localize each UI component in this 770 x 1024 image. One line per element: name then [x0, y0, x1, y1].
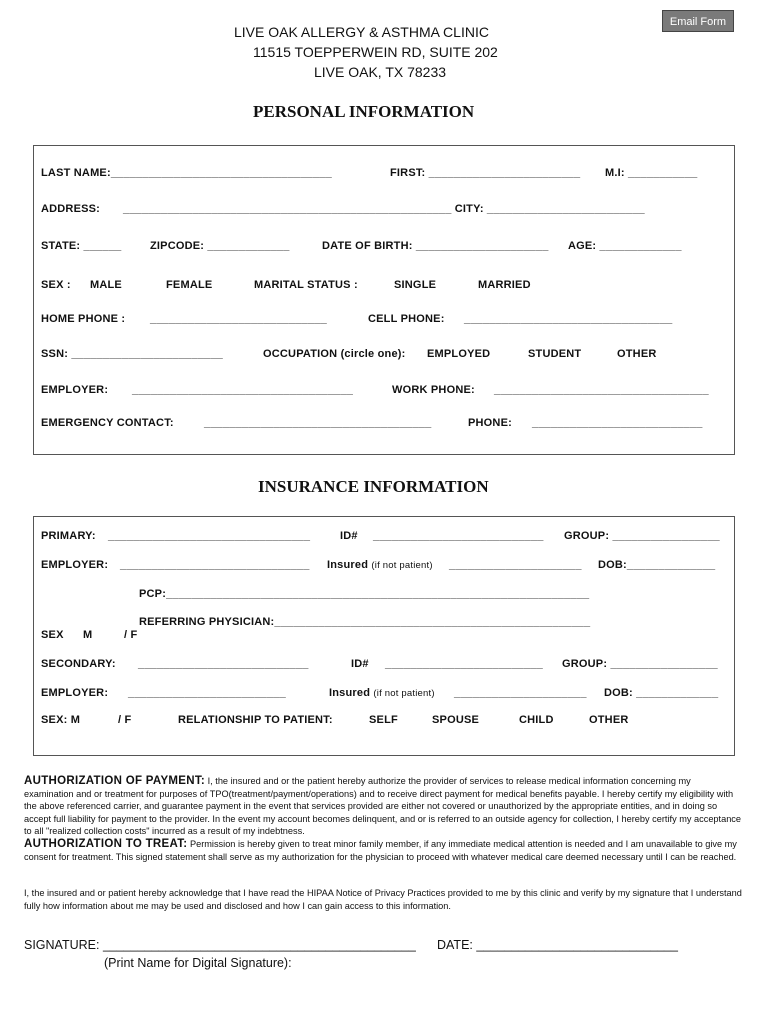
ssn-field[interactable]: SSN: ________________________: [41, 348, 223, 360]
sex-option-female[interactable]: FEMALE: [166, 279, 213, 291]
relationship-option-child[interactable]: CHILD: [519, 714, 554, 726]
primary-sex-option-f[interactable]: / F: [124, 629, 138, 641]
signature-field[interactable]: SIGNATURE: _____________________________________________: [24, 938, 416, 952]
secondary-insured-field[interactable]: _____________________: [454, 687, 587, 699]
secondary-employer-field[interactable]: _________________________: [128, 687, 286, 699]
authorization-to-treat: [24, 838, 742, 863]
primary-sex-label: SEX: [41, 629, 64, 641]
secondary-sex-label[interactable]: SEX: M: [41, 714, 81, 726]
relationship-option-other[interactable]: OTHER: [589, 714, 629, 726]
state-field[interactable]: STATE: ______: [41, 240, 122, 252]
address-label: ADDRESS:: [41, 203, 101, 215]
primary-sex-option-m[interactable]: M: [83, 629, 93, 641]
age-field[interactable]: AGE: _____________: [568, 240, 682, 252]
primary-id-label: ID#: [340, 530, 358, 542]
pcp-field[interactable]: PCP:___________________________________________________________________: [139, 588, 590, 600]
date-of-birth-field[interactable]: DATE OF BIRTH: _____________________: [322, 240, 549, 252]
home-phone-field[interactable]: ____________________________: [150, 313, 327, 325]
insured-text: Insured: [327, 559, 369, 571]
personal-info-box: [33, 145, 735, 455]
employer-field[interactable]: ___________________________________: [132, 384, 354, 396]
personal-info-title: PERSONAL INFORMATION: [253, 102, 475, 121]
marital-option-married[interactable]: MARRIED: [478, 279, 531, 291]
address-city-field[interactable]: ____________________________________________________ CITY: _________________________: [123, 203, 645, 215]
relationship-label: RELATIONSHIP TO PATIENT:: [178, 714, 333, 726]
primary-insured-field[interactable]: _____________________: [449, 559, 582, 571]
emergency-contact-field[interactable]: ____________________________________: [204, 417, 432, 429]
clinic-name: LIVE OAK ALLERGY & ASTHMA CLINIC: [234, 24, 489, 40]
marital-option-single[interactable]: SINGLE: [394, 279, 437, 291]
primary-employer-field[interactable]: ______________________________: [120, 559, 310, 571]
cell-phone-label: CELL PHONE:: [368, 313, 445, 325]
secondary-id-label: ID#: [351, 658, 369, 670]
referring-physician-field[interactable]: REFERRING PHYSICIAN:__________________________________________________: [139, 616, 591, 628]
secondary-insurance-label: SECONDARY:: [41, 658, 116, 670]
work-phone-label: WORK PHONE:: [392, 384, 475, 396]
relationship-option-spouse[interactable]: SPOUSE: [432, 714, 480, 726]
insured-text-2: Insured: [329, 687, 371, 699]
last-name-field[interactable]: LAST NAME:___________________________________: [41, 167, 332, 179]
occupation-option-other[interactable]: OTHER: [617, 348, 657, 360]
authorization-of-payment: [24, 775, 742, 838]
relationship-option-self[interactable]: SELF: [369, 714, 398, 726]
treat-heading: AUTHORIZATION TO TREAT:: [24, 838, 188, 850]
work-phone-field[interactable]: __________________________________: [494, 384, 709, 396]
primary-id-field[interactable]: ___________________________: [373, 530, 544, 542]
primary-group-field[interactable]: GROUP: _________________: [564, 530, 720, 542]
emergency-phone-label: PHONE:: [468, 417, 512, 429]
payment-text: I, the insured and or the patient hereby authorize the provider of services to release medical information concerning my examination and or treatment for purposes of TPO(treatment/payment/operations) and to receive direct payment for medical benefits payable. I hereby certify my eligibility with the above referenced carrier, and guarantee payment in the event that services provided are either not covered or unauthorized by the appropriate entities, and in doing so accept full liability for payment to the provider. In the event my account becomes delinquent, and or is referred to an outside agency for collection, I hereby certify my acceptance to all "realized collection costs" incurred as a result of my indebtness.: [24, 776, 742, 836]
secondary-id-field[interactable]: _________________________: [385, 658, 543, 670]
secondary-dob-field[interactable]: DOB: _____________: [604, 687, 719, 699]
home-phone-label: HOME PHONE :: [41, 313, 126, 325]
if-not-patient-text-2: (if not patient): [373, 688, 435, 699]
secondary-insured-label: [329, 687, 435, 699]
hipaa-acknowledgement: I, the insured and or patient hereby acknowledge that I have read the HIPAA Notice of Privacy Practices provided to me by this clinic and verify by my signature that I understand fully how information about me may be used and disclosed and how I can gain access to this information.: [24, 888, 742, 911]
primary-dob-field[interactable]: DOB:______________: [598, 559, 716, 571]
payment-heading: AUTHORIZATION OF PAYMENT:: [24, 775, 206, 787]
clinic-citystate: LIVE OAK, TX 78233: [314, 64, 447, 80]
primary-insurance-field[interactable]: ________________________________: [108, 530, 311, 542]
secondary-insurance-field[interactable]: ___________________________: [138, 658, 309, 670]
employer-label: EMPLOYER:: [41, 384, 109, 396]
insurance-info-title: INSURANCE INFORMATION: [258, 477, 489, 496]
secondary-sex-option-f[interactable]: / F: [118, 714, 132, 726]
sex-label: SEX :: [41, 279, 71, 291]
treat-text: Permission is hereby given to treat minor family member, if any immediate medical attention is needed and I am unavailable to give my consent for treatment. This signed statement shall serve as my authorization for the physician to proceed with whatever medical care deemed necessary until I can be reached.: [24, 839, 737, 862]
occupation-label: OCCUPATION (circle one):: [263, 348, 406, 360]
date-field[interactable]: DATE: _____________________________: [437, 938, 678, 952]
secondary-employer-label: EMPLOYER:: [41, 687, 109, 699]
emergency-contact-label: EMERGENCY CONTACT:: [41, 417, 174, 429]
email-form-button[interactable]: Email Form: [662, 10, 734, 32]
primary-employer-label: EMPLOYER:: [41, 559, 109, 571]
sex-option-male[interactable]: MALE: [90, 279, 122, 291]
clinic-street: 11515 TOEPPERWEIN RD, SUITE 202: [253, 44, 498, 60]
occupation-option-employed[interactable]: EMPLOYED: [427, 348, 491, 360]
primary-insurance-label: PRIMARY:: [41, 530, 96, 542]
print-name-label: (Print Name for Digital Signature):: [104, 956, 292, 970]
marital-status-label: MARITAL STATUS :: [254, 279, 358, 291]
emergency-phone-field[interactable]: ___________________________: [532, 417, 703, 429]
middle-initial-field[interactable]: M.I: ___________: [605, 167, 698, 179]
first-name-field[interactable]: FIRST: ________________________: [390, 167, 581, 179]
if-not-patient-text: (if not patient): [371, 560, 433, 571]
secondary-group-field[interactable]: GROUP: _________________: [562, 658, 718, 670]
primary-insured-label: [327, 559, 433, 571]
cell-phone-field[interactable]: _________________________________: [464, 313, 673, 325]
zipcode-field[interactable]: ZIPCODE: _____________: [150, 240, 290, 252]
occupation-option-student[interactable]: STUDENT: [528, 348, 582, 360]
